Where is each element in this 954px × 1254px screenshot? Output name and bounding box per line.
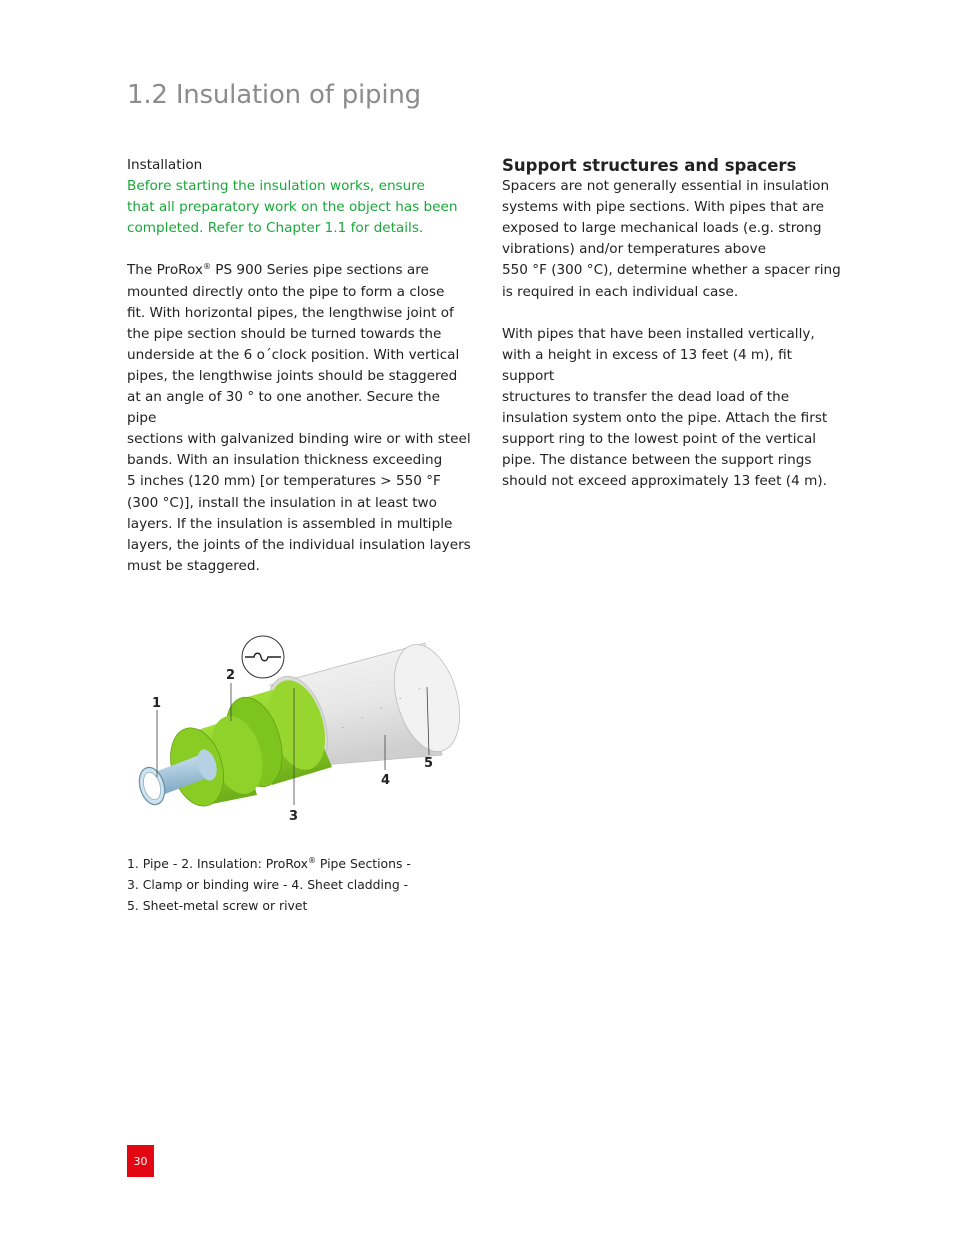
caption-line: 1. Pipe - 2. Insulation: ProRox® Pipe Sections - [127,856,411,871]
right-column [502,155,847,493]
installation-body-line: underside at the 6 o´clock position. With vertical [127,346,460,363]
pipe-insulation-diagram [127,625,472,840]
installation-body-line: layers, the joints of the individual insulation layers [127,536,471,553]
caption-line: 5. Sheet-metal screw or rivet [127,898,308,914]
installation-body-line: the pipe section should be turned towards the [127,325,442,342]
installation-body-line: (300 °C)], install the insulation in at least two [127,494,437,511]
installation-body-line: must be staggered. [127,557,260,574]
callout-2: 2 [226,668,236,683]
preparation-note-line: that all preparatory work on the object has been [127,199,458,216]
installation-body-line: 5 inches (120 mm) [or temperatures > 550 °F [127,473,441,490]
wave-break-icon [242,636,284,678]
installation-heading: Installation [127,157,203,173]
brand-name: The ProRox [127,262,203,279]
spacers-paragraph-line: systems with pipe sections. With pipes that are [502,199,825,216]
support-structures-heading: Support structures and spacers [502,156,797,175]
installation-body-line: The ProRox® PS 900 Series pipe sections are [127,262,429,279]
installation-body-line: pipes, the lengthwise joints should be staggered [127,367,458,384]
installation-body-line: bands. With an insulation thickness exceeding [127,452,443,469]
spacers-paragraph-line: 550 °F (300 °C), determine whether a spacer ring [502,262,841,279]
callout-3: 3 [289,809,299,824]
vertical-pipes-paragraph-line: should not exceed approximately 13 feet (4 m). [502,473,827,490]
vertical-pipes-paragraph-line: support ring to the lowest point of the vertical [502,431,817,448]
vertical-pipes-paragraph-line: With pipes that have been installed vertically, [502,325,815,342]
registered-mark: ® [307,856,316,865]
vertical-pipes-paragraph-line: pipe. The distance between the support rings [502,452,812,469]
left-column [127,155,472,577]
preparation-note-line: Before starting the insulation works, ensure [127,178,425,195]
preparation-note-line: completed. Refer to Chapter 1.1 for details. [127,220,424,237]
callout-4: 4 [381,773,391,788]
page-number: 30 [127,1145,154,1177]
registered-mark: ® [202,262,211,272]
spacers-paragraph-line: is required in each individual case. [502,283,739,300]
vertical-pipes-paragraph-line: with a height in excess of 13 feet (4 m), fit support [502,346,792,384]
spacers-paragraph-line: vibrations) and/or temperatures above [502,241,767,258]
vertical-pipes-paragraph-line: structures to transfer the dead load of the [502,389,790,406]
callout-1: 1 [152,696,162,711]
spacers-paragraph-line: Spacers are not generally essential in insulation [502,178,830,195]
spacers-paragraph-line: exposed to large mechanical loads (e.g. strong [502,220,822,237]
callout-5: 5 [424,756,434,771]
caption-line: 3. Clamp or binding wire - 4. Sheet cladding - [127,877,409,893]
vertical-pipes-paragraph-line: insulation system onto the pipe. Attach the first [502,410,828,427]
installation-body-line: sections with galvanized binding wire or with steel [127,431,471,448]
installation-body-line: layers. If the insulation is assembled in multiple [127,515,453,532]
installation-body-line: at an angle of 30 ° to one another. Secure the pipe [127,389,440,427]
page-title: 1.2 Insulation of piping [127,80,421,110]
figure-caption [127,853,472,916]
installation-body-line: mounted directly onto the pipe to form a close [127,283,445,300]
installation-body-line: fit. With horizontal pipes, the lengthwise joint of [127,304,454,321]
